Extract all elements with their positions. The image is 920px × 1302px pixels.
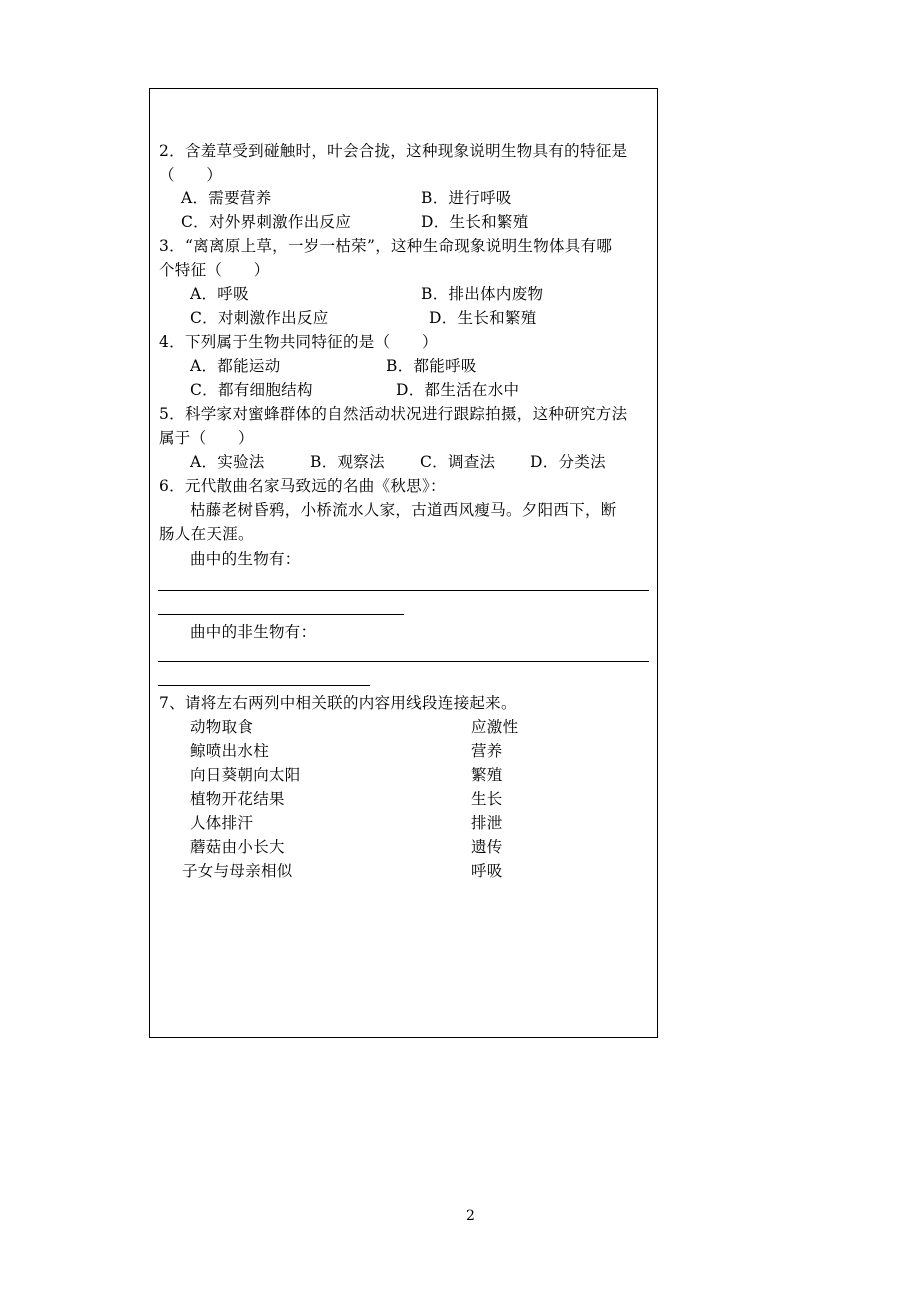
answer-line bbox=[158, 685, 370, 686]
q7-left-item: 人体排汗 bbox=[190, 814, 254, 832]
q7-right-item: 遗传 bbox=[471, 838, 503, 856]
q6-poem-line-2: 肠人在天涯。 bbox=[159, 525, 254, 543]
q6-nonliving-label: 曲中的非生物有： bbox=[190, 623, 317, 641]
q7-right-item: 排泄 bbox=[471, 814, 503, 832]
q4-stem: 4．下列属于生物共同特征的是（ ） bbox=[159, 333, 438, 351]
q7-right-item: 呼吸 bbox=[471, 862, 503, 880]
q2-option-d: D．生长和繁殖 bbox=[421, 213, 529, 231]
q2-option-a: A．需要营养 bbox=[181, 189, 272, 207]
q5-option-a: A．实验法 bbox=[190, 453, 265, 471]
q3-option-a: A．呼吸 bbox=[190, 285, 249, 303]
q7-left-item: 动物取食 bbox=[190, 718, 254, 736]
q5-option-c: C．调查法 bbox=[420, 453, 496, 471]
q7-left-item: 蘑菇由小长大 bbox=[190, 838, 285, 856]
q5-option-b: B．观察法 bbox=[310, 453, 385, 471]
answer-line bbox=[158, 614, 404, 615]
page-number: 2 bbox=[466, 1208, 475, 1224]
q2-stem: 2．含羞草受到碰触时，叶会合拢，这种现象说明生物具有的特征是 bbox=[159, 142, 628, 160]
answer-line bbox=[158, 590, 649, 591]
q3-blank: 个特征（ ） bbox=[159, 261, 270, 279]
q4-option-c: C．都有细胞结构 bbox=[190, 381, 313, 399]
answer-line bbox=[158, 661, 649, 662]
q2-option-c: C．对外界刺激作出反应 bbox=[181, 213, 352, 231]
q3-option-d: D．生长和繁殖 bbox=[429, 309, 537, 327]
q4-option-d: D．都生活在水中 bbox=[396, 381, 520, 399]
q5-blank: 属于（ ） bbox=[159, 429, 254, 447]
q4-option-b: B．都能呼吸 bbox=[386, 357, 477, 375]
q7-right-item: 生长 bbox=[471, 790, 503, 808]
q2-blank: （ ） bbox=[159, 166, 223, 184]
q5-stem: 5．科学家对蜜蜂群体的自然活动状况进行跟踪拍摄，这种研究方法 bbox=[159, 405, 628, 423]
q4-option-a: A．都能运动 bbox=[190, 357, 281, 375]
q7-right-item: 营养 bbox=[471, 742, 503, 760]
q3-stem: 3．“离离原上草，一岁一枯荣”，这种生命现象说明生物体具有哪 bbox=[159, 237, 613, 255]
q7-stem: 7、请将左右两列中相关联的内容用线段连接起来。 bbox=[159, 694, 517, 712]
q7-left-item: 向日葵朝向太阳 bbox=[190, 766, 301, 784]
q6-living-label: 曲中的生物有： bbox=[190, 550, 301, 568]
q6-poem-line-1: 枯藤老树昏鸦，小桥流水人家，古道西风瘦马。夕阳西下，断 bbox=[190, 501, 617, 519]
q3-option-c: C．对刺激作出反应 bbox=[190, 309, 329, 327]
q6-stem: 6．元代散曲名家马致远的名曲《秋思》： bbox=[159, 477, 446, 495]
q7-left-item: 鲸喷出水柱 bbox=[190, 742, 270, 760]
q2-option-b: B．进行呼吸 bbox=[421, 189, 512, 207]
q7-right-item: 应激性 bbox=[471, 718, 519, 736]
q7-left-item: 植物开花结果 bbox=[190, 790, 285, 808]
q7-left-item: 子女与母亲相似 bbox=[182, 862, 293, 880]
q7-right-item: 繁殖 bbox=[471, 766, 503, 784]
q5-option-d: D．分类法 bbox=[530, 453, 606, 471]
q3-option-b: B．排出体内废物 bbox=[421, 285, 544, 303]
